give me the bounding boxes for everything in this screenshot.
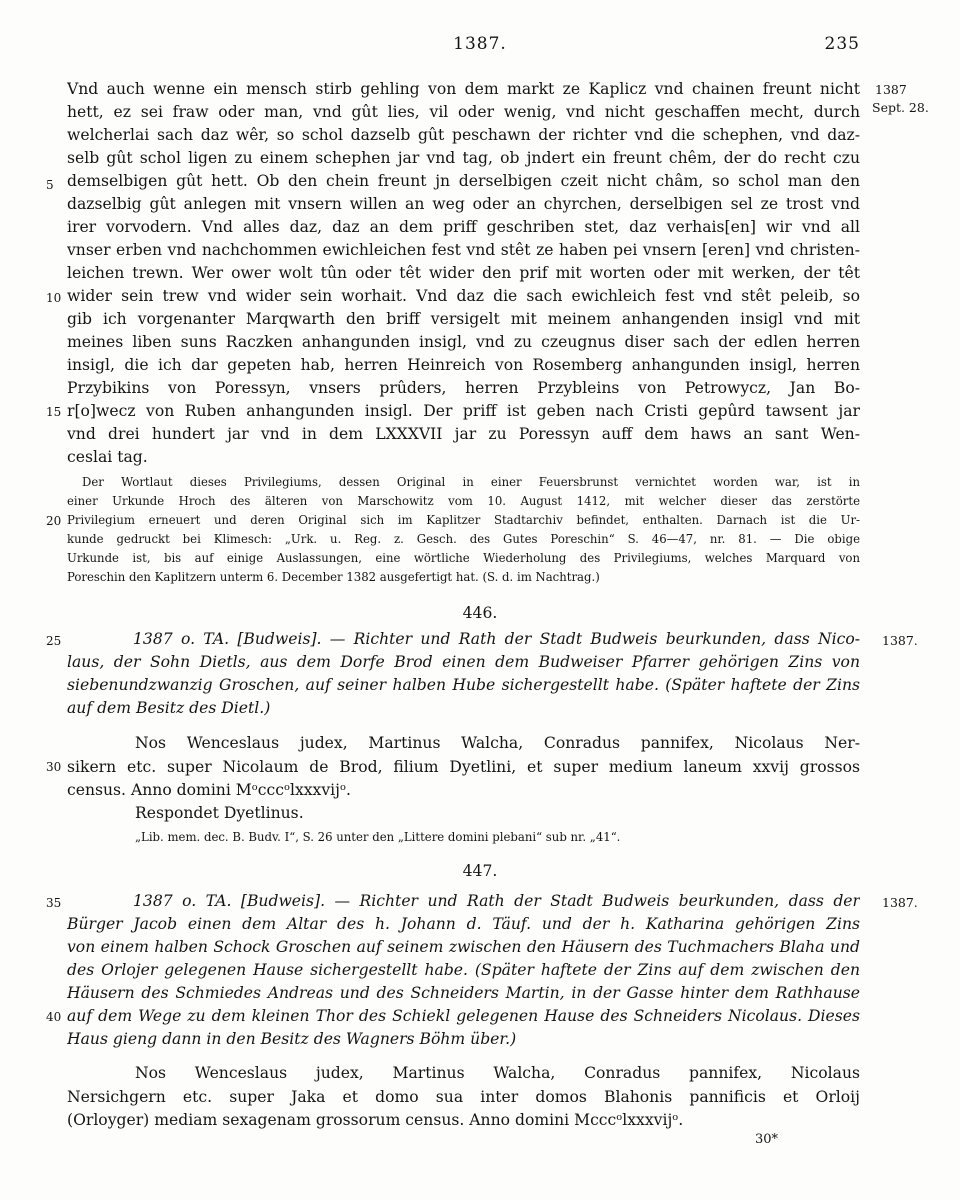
doc446-source: „Lib. mem. dec. B. Budv. I“, S. 26 unter den „Littere domini plebani“ sub nr. „41“. xyxy=(135,830,621,844)
text-line: Nersichgern etc. super Jaka et domo sua inter domos Blahonis pannificis et Orloij xyxy=(67,1088,860,1106)
margin-note-year: 1387 xyxy=(875,82,907,97)
text-line: meines liben suns Raczken anhangunden insigl, vnd zu czeugnus diser sach der edlen herren xyxy=(67,333,860,351)
text-line: r[o]wecz von Ruben anhangunden insigl. Der priff ist geben nach Cristi gepûrd tawsent jar xyxy=(67,402,860,420)
doc447-number: 447. xyxy=(462,862,498,880)
text-line: Nos Wenceslaus judex, Martinus Walcha, Conradus pannifex, Nicolaus xyxy=(135,1064,860,1082)
text-line: wider sein trew vnd wider sein worhait. Vnd daz die sach ewichleich fest vnd stêt peleib, so xyxy=(67,287,860,305)
summary-line: auf dem Wege zu dem kleinen Thor des Schiekl gelegenen Hause des Schneiders Nicolaus. Dieses xyxy=(67,1007,860,1025)
text-line: dazselbig gût anlegen mit vnsern willen an weg oder an chyrchen, derselbigen sel ze trost vnd xyxy=(67,195,860,213)
text-line: gib ich vorgenanter Marqwarth den briff versigelt mit meinem anhangenden insigl vnd mit xyxy=(67,310,860,328)
line-number: 40 xyxy=(46,1010,62,1024)
text-line: Respondet Dyetlinus. xyxy=(135,804,304,822)
summary-line: 1387 o. TA. [Budweis]. — Richter und Rath der Stadt Budweis beurkunden, dass Nico- xyxy=(133,630,860,648)
text-line: irer vorvodern. Vnd alles daz, daz an dem priff geschriben stet, daz verhais[en] wir vnd all xyxy=(67,218,860,236)
line-number: 15 xyxy=(46,405,62,419)
summary-line: Bürger Jacob einen dem Altar des h. Johann d. Täuf. und der h. Katharina gehörigen Zins xyxy=(67,915,860,933)
line-number: 25 xyxy=(46,634,62,648)
text-line: Nos Wenceslaus judex, Martinus Walcha, Conradus pannifex, Nicolaus Ner- xyxy=(135,734,860,752)
line-number: 10 xyxy=(46,291,62,305)
running-header-year: 1387. xyxy=(453,34,507,54)
page-number: 235 xyxy=(824,34,860,54)
text-line: (Orloyger) mediam sexagenam grossorum census. Anno domini Mcccᵒlxxxvijᵒ. xyxy=(67,1111,684,1129)
text-line: leichen trewn. Wer ower wolt tûn oder têt wider den prif mit worten oder mit werken, der têt xyxy=(67,264,860,282)
text-line: demselbigen gût hett. Ob den chein freunt jn derselbigen czeit nicht châm, so schol man den xyxy=(67,172,860,190)
text-line: sikern etc. super Nicolaum de Brod, filium Dyetlini, et super medium laneum xxvij grossos xyxy=(67,758,860,776)
margin-doc447-date: 1387. xyxy=(882,895,918,910)
summary-line: laus, der Sohn Dietls, aus dem Dorfe Brod einen dem Budweiser Pfarrer gehörigen Zins von xyxy=(67,653,860,671)
note-line: kunde gedruckt bei Klimesch: „Urk. u. Reg. z. Gesch. des Gutes Poreschin“ S. 46—47, nr. 81. — Die obige xyxy=(67,532,860,546)
summary-line: 1387 o. TA. [Budweis]. — Richter und Rath der Stadt Budweis beurkunden, dass der xyxy=(133,892,860,910)
text-line: welcherlai sach daz wêr, so schol dazselb gût peschawn der richter vnd die schephen, vnd daz- xyxy=(67,126,860,144)
margin-note-date: Sept. 28. xyxy=(872,100,929,115)
summary-line: Häusern des Schmiedes Andreas und des Schneiders Martin, in der Gasse hinter dem Rathhause xyxy=(67,984,860,1002)
text-line: selb gût schol ligen zu einem schephen jar vnd tag, ob jndert ein freunt chêm, der do recht czu xyxy=(67,149,860,167)
note-line: Urkunde ist, bis auf einige Auslassungen, eine wörtliche Wiederholung des Privilegiums, welches Marquard von xyxy=(67,551,860,565)
text-line: Vnd auch wenne ein mensch stirb gehling von dem markt ze Kaplicz vnd chainen freunt nicht xyxy=(67,80,860,98)
text-line: vnd drei hundert jar vnd in dem LXXXVII jar zu Poressyn auff dem haws an sant Wen- xyxy=(67,425,860,443)
summary-line: Haus gieng dann in den Besitz des Wagners Böhm über.) xyxy=(67,1030,517,1048)
summary-line: von einem halben Schock Groschen auf seinem zwischen den Häusern des Tuchmachers Blaha und xyxy=(67,938,860,956)
summary-line: des Orlojer gelegenen Hause sichergestellt habe. (Später haftete der Zins auf dem zwischen den xyxy=(67,961,860,979)
note-line: einer Urkunde Hroch des älteren von Marschowitz vom 10. August 1412, mit welcher dieser das zerstörte xyxy=(67,494,860,508)
line-number: 5 xyxy=(46,178,54,192)
text-line: hett, ez sei fraw oder man, vnd gût lies, vil oder wenig, vnd nicht geschaffen mecht, durch xyxy=(67,103,860,121)
text-line: insigl, die ich dar gepeten hab, herren Heinreich von Rosemberg anhangunden insigl, herren xyxy=(67,356,860,374)
text-line: census. Anno domini Mᵒcccᵒlxxxvijᵒ. xyxy=(67,781,351,799)
note-line: Poreschin den Kaplitzern unterm 6. December 1382 ausgefertigt hat. (S. d. im Nachtrag.) xyxy=(67,570,600,584)
doc446-number: 446. xyxy=(462,604,498,622)
line-number: 30 xyxy=(46,760,62,774)
line-number: 35 xyxy=(46,896,62,910)
text-line: vnser erben vnd nachchommen ewichleichen fest vnd stêt ze haben pei vnsern [eren] vnd christen- xyxy=(67,241,860,259)
summary-line: auf dem Besitz des Dietl.) xyxy=(67,699,271,717)
printer-signature: 30* xyxy=(754,1132,778,1147)
note-line: Privilegium erneuert und deren Original sich im Kaplitzer Stadtarchiv befindet, enthalten. Darnach ist die Ur- xyxy=(67,513,860,527)
text-line: Przybikins von Poressyn, vnsers prûders, herren Przybleins von Petrowycz, Jan Bo- xyxy=(67,379,860,397)
text-line: ceslai tag. xyxy=(67,448,148,466)
line-number: 20 xyxy=(46,514,62,528)
note-line: Der Wortlaut dieses Privilegiums, dessen Original in einer Feuersbrunst vernichtet worden war, ist in xyxy=(82,475,860,489)
summary-line: siebenundzwanzig Groschen, auf seiner halben Hube sichergestellt habe. (Später haftete der Zins xyxy=(67,676,860,694)
margin-doc446-date: 1387. xyxy=(882,633,918,648)
